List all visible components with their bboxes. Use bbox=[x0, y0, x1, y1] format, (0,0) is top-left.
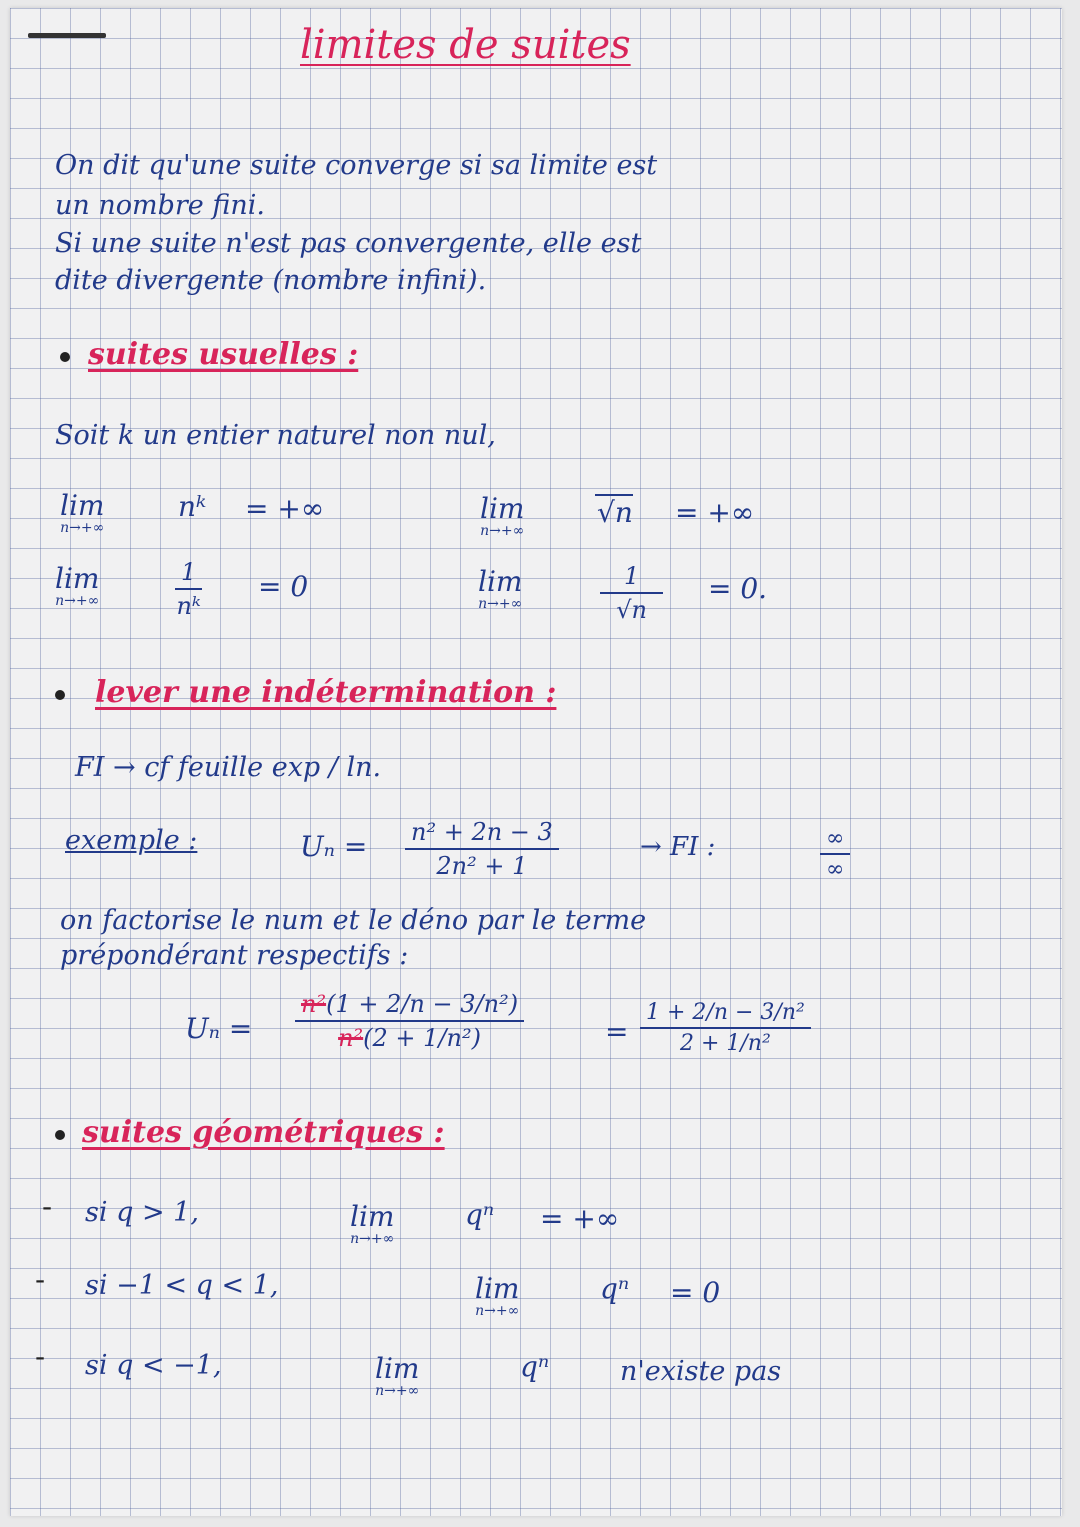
sequence-un: Uₙ = bbox=[185, 1012, 253, 1045]
intro-line-1: On dit qu'une suite converge si sa limite est bbox=[55, 150, 658, 181]
heading-usual: suites usuelles : bbox=[88, 337, 359, 372]
formula-2-expr: √n bbox=[597, 496, 633, 529]
limit-operator: lim n→+∞ bbox=[480, 492, 525, 539]
case-2-expr: qⁿ bbox=[600, 1272, 630, 1305]
fi-reference: FI → cf feuille exp / ln. bbox=[75, 752, 382, 783]
formula-1-expr: nᵏ bbox=[178, 490, 207, 523]
case-2-condition: si −1 < q < 1, bbox=[85, 1270, 279, 1301]
formula-3-fraction: $\frac{1}{\text{nᵏ}}$ bbox=[176, 558, 201, 620]
intro-line-2: un nombre fini. bbox=[55, 190, 265, 221]
intro-line-3: Si une suite n'est pas convergente, elle est bbox=[55, 228, 642, 259]
infinity-ratio: ∞ ∞ bbox=[820, 826, 850, 882]
list-dash: - bbox=[35, 1263, 46, 1296]
limit-operator: lim n→+∞ bbox=[350, 1200, 395, 1247]
case-1-condition: si q > 1, bbox=[85, 1197, 199, 1228]
result-fraction: $\frac{\text{1 + 2/n − 3/n²}}{\text{2 + 1/n²}}$ bbox=[640, 1000, 811, 1056]
list-dash: - bbox=[42, 1190, 53, 1223]
formula-4-fraction: $\frac{1}{√n}$ bbox=[600, 562, 663, 624]
cancelled-term: n² bbox=[338, 1024, 364, 1052]
case-3-condition: si q < −1, bbox=[85, 1350, 222, 1381]
page-title: limites de suites bbox=[300, 22, 631, 68]
sequence-un: Uₙ = bbox=[300, 830, 368, 863]
case-1-expr: qⁿ bbox=[465, 1198, 495, 1231]
bullet-dot bbox=[60, 352, 70, 362]
heading-indetermination: lever une indétermination : bbox=[95, 675, 557, 710]
formula-4-result: = 0. bbox=[708, 572, 768, 605]
limit-operator: lim n→+∞ bbox=[60, 489, 105, 536]
factor-text-2: prépondérant respectifs : bbox=[60, 940, 409, 971]
limit-operator: lim n→+∞ bbox=[478, 565, 523, 612]
case-3-expr: qⁿ bbox=[520, 1350, 550, 1383]
formula-3-result: = 0 bbox=[258, 570, 309, 603]
cancelled-term: n² bbox=[301, 990, 327, 1018]
bullet-dot bbox=[55, 1130, 65, 1140]
factor-text-1: on factorise le num et le déno par le terme bbox=[60, 905, 647, 936]
case-2-result: = 0 bbox=[670, 1276, 721, 1309]
bullet-dot bbox=[55, 690, 65, 700]
equals-sign: = bbox=[605, 1015, 629, 1048]
case-3-result: n'existe pas bbox=[620, 1356, 782, 1387]
page-mark bbox=[28, 33, 106, 38]
heading-geometric: suites géométriques : bbox=[82, 1115, 445, 1150]
fi-note: → FI : bbox=[640, 832, 716, 862]
intro-line-4: dite divergente (nombre infini). bbox=[55, 265, 487, 296]
limit-operator: lim n→+∞ bbox=[475, 1272, 520, 1319]
list-dash: - bbox=[35, 1340, 46, 1373]
limit-operator: lim n→+∞ bbox=[375, 1352, 420, 1399]
factored-fraction: $\frac{\text{n²(1 + 2/n − 3/n²)}}{\text{n²(2 + 1/n²)}}$ bbox=[295, 990, 524, 1052]
example-fraction: $\frac{\text{n² + 2n − 3}}{\text{2n² + 1}}$ bbox=[405, 818, 559, 880]
case-1-result: = +∞ bbox=[540, 1202, 620, 1235]
formula-1-result: = +∞ bbox=[245, 492, 325, 525]
usual-intro: Soit k un entier naturel non nul, bbox=[55, 420, 496, 451]
example-label: exemple : bbox=[65, 825, 198, 856]
formula-2-result: = +∞ bbox=[675, 496, 755, 529]
limit-operator: lim n→+∞ bbox=[55, 562, 100, 609]
